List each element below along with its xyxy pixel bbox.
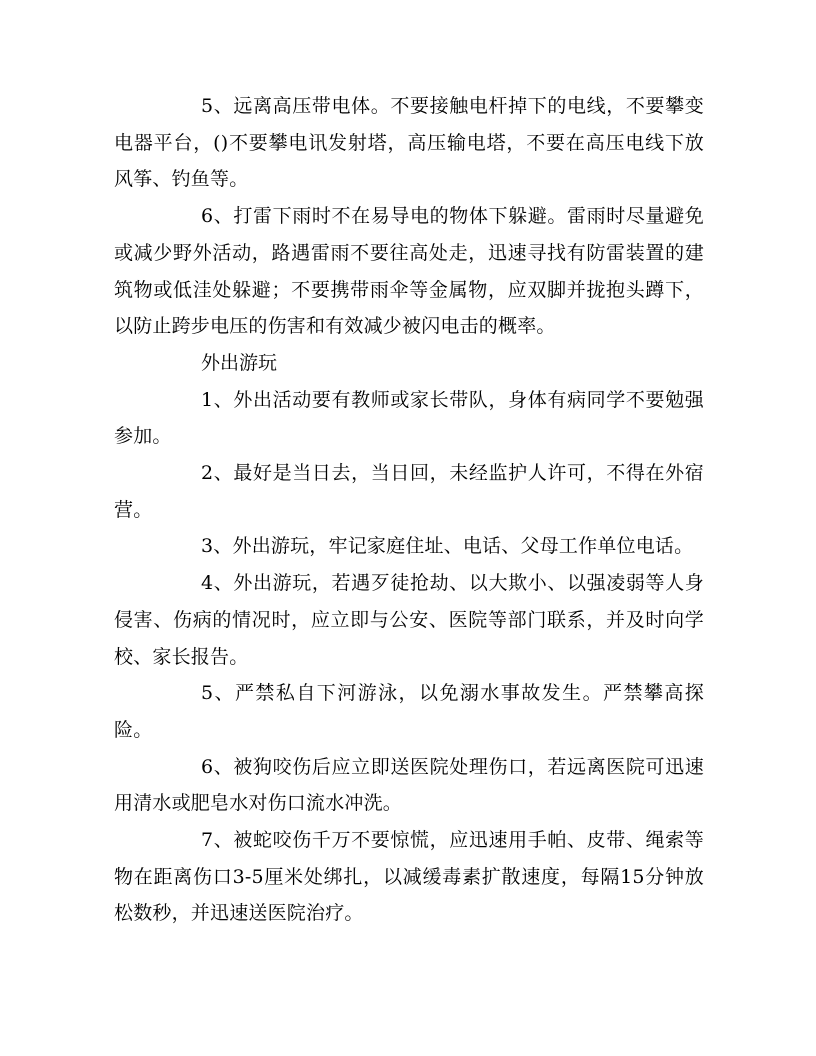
- paragraph-outing-1: 1、外出活动要有教师或家长带队，身体有病同学不要勉强参加。: [114, 388, 704, 448]
- paragraph-outing-7: 7、被蛇咬伤千万不要惊慌，应迅速用手帕、皮带、绳索等物在距离伤口3-5厘米处绑扎，以减缓毒素扩散速度，每隔15分钟放松数秒，并迅速送医院治疗。: [114, 829, 704, 925]
- paragraph-outing-3: 3、外出游玩，牢记家庭住址、电话、父母工作单位电话。: [201, 535, 694, 558]
- paragraph-thunder-6: 6、打雷下雨时不在易导电的物体下躲避。雷雨时尽量避免或减少野外活动，路遇雷雨不要往高处走，迅速寻找有防雷装置的建筑物或低洼处躲避；不要携带雨伞等金属物，应双脚并拢抱头蹲下，以防止跨步电压的伤害和有效减少被闪电击的概率。: [114, 205, 704, 338]
- paragraph-outing-4: 4、外出游玩，若遇歹徒抢劫、以大欺小、以强凌弱等人身侵害、伤病的情况时，应立即与公安、医院等部门联系，并及时向学校、家长报告。: [114, 572, 704, 668]
- document-body: [114, 88, 704, 932]
- paragraph-outing-6: 6、被狗咬伤后应立即送医院处理伤口，若远离医院可迅速用清水或肥皂水对伤口流水冲洗。: [114, 755, 704, 815]
- section-heading-outing: 外出游玩: [201, 351, 278, 374]
- paragraph-electric-5: 5、远离高压带电体。不要接触电杆掉下的电线，不要攀变电器平台，()不要攀电讯发射塔，高压输电塔，不要在高压电线下放风筝、钓鱼等。: [114, 95, 704, 191]
- paragraph-outing-2: 2、最好是当日去，当日回，未经监护人许可，不得在外宿营。: [114, 462, 704, 521]
- paragraph-outing-5: 5、严禁私自下河游泳，以免溺水事故发生。严禁攀高探险。: [114, 682, 704, 741]
